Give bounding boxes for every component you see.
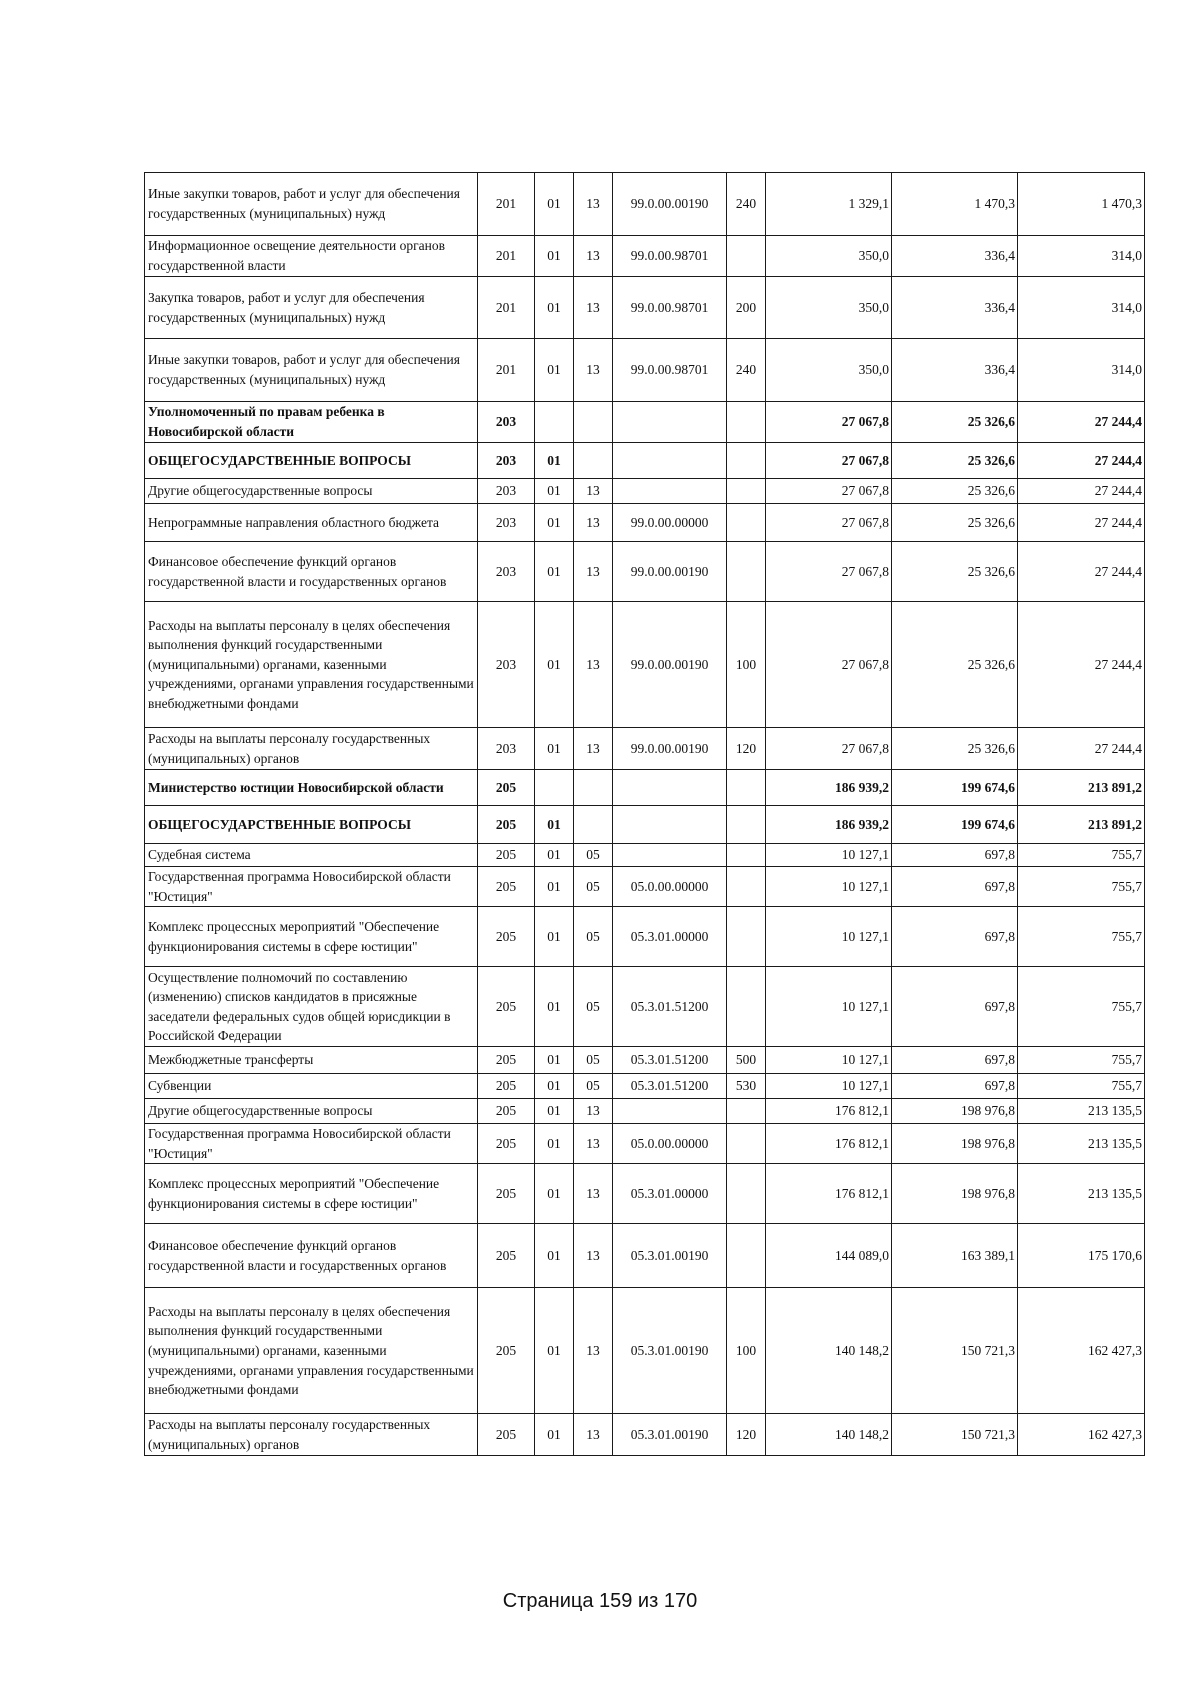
cell-grbs: 205 [478,1288,535,1414]
cell-vr [727,967,766,1047]
cell-csr [613,844,727,867]
cell-amount-year1: 10 127,1 [766,1047,892,1074]
table-row [145,728,1145,770]
cell-grbs: 205 [478,907,535,967]
cell-vr [727,867,766,907]
cell-amount-year2: 198 976,8 [892,1099,1018,1124]
cell-amount-year3: 213 891,2 [1018,806,1145,844]
table-row [145,967,1145,1047]
cell-amount-year2: 25 326,6 [892,504,1018,542]
cell-name: Комплекс процессных мероприятий "Обеспечение функционирования системы в сфере юстиции" [145,907,478,967]
cell-amount-year1: 144 089,0 [766,1224,892,1288]
cell-name: Другие общегосударственные вопросы [145,479,478,504]
cell-amount-year1: 350,0 [766,236,892,277]
table-row [145,1124,1145,1164]
cell-pr: 13 [574,1288,613,1414]
cell-csr: 99.0.00.00190 [613,173,727,236]
cell-grbs: 205 [478,967,535,1047]
cell-amount-year2: 25 326,6 [892,542,1018,602]
cell-pr: 05 [574,967,613,1047]
cell-amount-year2: 697,8 [892,907,1018,967]
cell-amount-year1: 10 127,1 [766,867,892,907]
cell-csr: 05.3.01.51200 [613,1047,727,1074]
cell-grbs: 203 [478,504,535,542]
cell-vr [727,1124,766,1164]
cell-grbs: 201 [478,173,535,236]
cell-grbs: 205 [478,1099,535,1124]
cell-name: Министерство юстиции Новосибирской области [145,770,478,806]
cell-csr: 05.3.01.00000 [613,907,727,967]
cell-amount-year2: 198 976,8 [892,1124,1018,1164]
cell-amount-year3: 213 891,2 [1018,770,1145,806]
cell-vr: 500 [727,1047,766,1074]
cell-vr [727,443,766,479]
cell-pr: 13 [574,277,613,339]
cell-csr: 05.3.01.00190 [613,1288,727,1414]
cell-rz: 01 [535,844,574,867]
cell-amount-year2: 697,8 [892,967,1018,1047]
cell-csr [613,806,727,844]
cell-amount-year2: 25 326,6 [892,479,1018,504]
cell-csr: 05.3.01.51200 [613,1074,727,1099]
cell-rz: 01 [535,1099,574,1124]
cell-amount-year2: 163 389,1 [892,1224,1018,1288]
cell-pr: 13 [574,339,613,402]
table-row [145,867,1145,907]
cell-name: Финансовое обеспечение функций органов государственной власти и государственных органов [145,542,478,602]
cell-csr [613,402,727,443]
cell-amount-year1: 1 329,1 [766,173,892,236]
cell-pr [574,806,613,844]
cell-rz: 01 [535,1224,574,1288]
cell-amount-year3: 755,7 [1018,907,1145,967]
cell-grbs: 205 [478,844,535,867]
cell-rz: 01 [535,443,574,479]
cell-name: Судебная система [145,844,478,867]
cell-pr: 13 [574,602,613,728]
cell-amount-year1: 10 127,1 [766,844,892,867]
table-row [145,1047,1145,1074]
cell-rz [535,402,574,443]
table-row [145,844,1145,867]
cell-amount-year2: 697,8 [892,867,1018,907]
cell-rz: 01 [535,479,574,504]
cell-grbs: 205 [478,1124,535,1164]
cell-vr: 240 [727,173,766,236]
table-row [145,1414,1145,1456]
cell-amount-year3: 314,0 [1018,277,1145,339]
table-row [145,907,1145,967]
cell-rz: 01 [535,728,574,770]
cell-name: Государственная программа Новосибирской области "Юстиция" [145,1124,478,1164]
cell-amount-year1: 176 812,1 [766,1099,892,1124]
cell-pr: 13 [574,236,613,277]
cell-amount-year1: 10 127,1 [766,1074,892,1099]
cell-amount-year3: 162 427,3 [1018,1414,1145,1456]
cell-amount-year1: 176 812,1 [766,1164,892,1224]
cell-csr: 05.0.00.00000 [613,1124,727,1164]
cell-csr: 99.0.00.00190 [613,728,727,770]
table-row [145,443,1145,479]
table-row [145,277,1145,339]
cell-csr: 05.3.01.00190 [613,1224,727,1288]
cell-grbs: 201 [478,339,535,402]
cell-pr: 13 [574,728,613,770]
table-row [145,1099,1145,1124]
cell-rz: 01 [535,339,574,402]
cell-pr: 13 [574,1124,613,1164]
cell-amount-year3: 213 135,5 [1018,1099,1145,1124]
cell-amount-year1: 27 067,8 [766,728,892,770]
cell-amount-year1: 27 067,8 [766,479,892,504]
cell-grbs: 203 [478,728,535,770]
cell-amount-year2: 697,8 [892,1047,1018,1074]
cell-amount-year1: 186 939,2 [766,806,892,844]
cell-name: Субвенции [145,1074,478,1099]
cell-name: Расходы на выплаты персоналу государственных (муниципальных) органов [145,728,478,770]
cell-vr [727,542,766,602]
cell-rz: 01 [535,806,574,844]
cell-grbs: 205 [478,867,535,907]
cell-amount-year3: 162 427,3 [1018,1288,1145,1414]
cell-vr: 120 [727,1414,766,1456]
cell-rz: 01 [535,1414,574,1456]
cell-vr [727,1164,766,1224]
cell-pr: 13 [574,1164,613,1224]
cell-pr [574,770,613,806]
cell-csr [613,770,727,806]
table-row [145,806,1145,844]
cell-vr: 530 [727,1074,766,1099]
table-row [145,1224,1145,1288]
cell-pr [574,402,613,443]
cell-csr: 99.0.00.98701 [613,339,727,402]
cell-name: Информационное освещение деятельности органов государственной власти [145,236,478,277]
cell-vr [727,402,766,443]
cell-amount-year1: 140 148,2 [766,1288,892,1414]
cell-vr: 100 [727,1288,766,1414]
cell-name: Иные закупки товаров, работ и услуг для обеспечения государственных (муниципальных) нужд [145,339,478,402]
cell-rz [535,770,574,806]
cell-rz: 01 [535,1047,574,1074]
cell-name: Расходы на выплаты персоналу в целях обеспечения выполнения функций государственными (муниципальными) органами, казенными учреждениями, органами управления государственными внебюджетными фондами [145,1288,478,1414]
cell-pr: 13 [574,479,613,504]
cell-grbs: 201 [478,236,535,277]
cell-pr: 13 [574,542,613,602]
cell-rz: 01 [535,1288,574,1414]
cell-vr [727,844,766,867]
table-row [145,1164,1145,1224]
cell-rz: 01 [535,542,574,602]
cell-amount-year1: 27 067,8 [766,504,892,542]
cell-pr: 13 [574,504,613,542]
cell-amount-year3: 27 244,4 [1018,602,1145,728]
cell-name: Осуществление полномочий по составлению (изменению) списков кандидатов в присяжные заседатели федеральных судов общей юрисдикции в Российской Федерации [145,967,478,1047]
cell-amount-year1: 10 127,1 [766,907,892,967]
cell-pr: 05 [574,844,613,867]
cell-amount-year2: 25 326,6 [892,443,1018,479]
cell-pr: 05 [574,907,613,967]
cell-pr: 13 [574,1224,613,1288]
cell-grbs: 205 [478,1047,535,1074]
table-row [145,602,1145,728]
cell-amount-year1: 27 067,8 [766,443,892,479]
cell-name: Непрограммные направления областного бюджета [145,504,478,542]
cell-vr: 100 [727,602,766,728]
cell-vr [727,1099,766,1124]
cell-rz: 01 [535,236,574,277]
cell-amount-year1: 27 067,8 [766,402,892,443]
table-row [145,770,1145,806]
cell-csr: 99.0.00.00000 [613,504,727,542]
cell-amount-year3: 213 135,5 [1018,1124,1145,1164]
cell-csr [613,443,727,479]
cell-grbs: 205 [478,1224,535,1288]
cell-pr: 05 [574,1047,613,1074]
cell-amount-year3: 213 135,5 [1018,1164,1145,1224]
cell-rz: 01 [535,277,574,339]
table-row [145,236,1145,277]
cell-grbs: 205 [478,1164,535,1224]
cell-amount-year2: 336,4 [892,339,1018,402]
budget-table [144,172,1145,1456]
cell-amount-year3: 1 470,3 [1018,173,1145,236]
cell-rz: 01 [535,907,574,967]
cell-grbs: 203 [478,479,535,504]
cell-amount-year2: 25 326,6 [892,602,1018,728]
table-row [145,479,1145,504]
cell-vr [727,236,766,277]
cell-amount-year2: 336,4 [892,236,1018,277]
cell-amount-year2: 150 721,3 [892,1288,1018,1414]
cell-rz: 01 [535,867,574,907]
cell-name: Закупка товаров, работ и услуг для обеспечения государственных (муниципальных) нужд [145,277,478,339]
cell-csr: 05.0.00.00000 [613,867,727,907]
cell-amount-year1: 350,0 [766,277,892,339]
cell-amount-year2: 150 721,3 [892,1414,1018,1456]
cell-name: Уполномоченный по правам ребенка в Новосибирской области [145,402,478,443]
cell-pr: 13 [574,173,613,236]
cell-grbs: 203 [478,602,535,728]
cell-name: Межбюджетные трансферты [145,1047,478,1074]
table-row [145,173,1145,236]
cell-csr [613,1099,727,1124]
cell-grbs: 201 [478,277,535,339]
table-row [145,1288,1145,1414]
cell-grbs: 205 [478,1074,535,1099]
cell-rz: 01 [535,173,574,236]
cell-grbs: 205 [478,806,535,844]
cell-grbs: 205 [478,770,535,806]
table-body [145,173,1145,1456]
cell-name: Иные закупки товаров, работ и услуг для обеспечения государственных (муниципальных) нужд [145,173,478,236]
cell-amount-year1: 176 812,1 [766,1124,892,1164]
cell-amount-year1: 27 067,8 [766,602,892,728]
cell-amount-year2: 697,8 [892,1074,1018,1099]
cell-amount-year3: 175 170,6 [1018,1224,1145,1288]
cell-csr: 99.0.00.00190 [613,602,727,728]
table-row [145,339,1145,402]
cell-pr: 05 [574,1074,613,1099]
cell-name: ОБЩЕГОСУДАРСТВЕННЫЕ ВОПРОСЫ [145,806,478,844]
cell-rz: 01 [535,1124,574,1164]
cell-amount-year2: 25 326,6 [892,402,1018,443]
cell-amount-year2: 697,8 [892,844,1018,867]
table-row [145,542,1145,602]
cell-amount-year1: 186 939,2 [766,770,892,806]
cell-csr: 05.3.01.00190 [613,1414,727,1456]
table-row [145,504,1145,542]
cell-vr [727,504,766,542]
cell-amount-year2: 198 976,8 [892,1164,1018,1224]
cell-rz: 01 [535,504,574,542]
cell-pr: 05 [574,867,613,907]
cell-amount-year3: 27 244,4 [1018,728,1145,770]
cell-amount-year2: 199 674,6 [892,770,1018,806]
cell-vr [727,770,766,806]
cell-amount-year3: 27 244,4 [1018,479,1145,504]
cell-vr: 120 [727,728,766,770]
cell-amount-year3: 27 244,4 [1018,443,1145,479]
cell-name: ОБЩЕГОСУДАРСТВЕННЫЕ ВОПРОСЫ [145,443,478,479]
cell-csr [613,479,727,504]
cell-rz: 01 [535,967,574,1047]
cell-vr: 200 [727,277,766,339]
cell-amount-year1: 350,0 [766,339,892,402]
cell-amount-year3: 27 244,4 [1018,542,1145,602]
page-number: Страница 159 из 170 [502,1590,698,1612]
cell-name: Другие общегосударственные вопросы [145,1099,478,1124]
cell-csr: 05.3.01.00000 [613,1164,727,1224]
cell-amount-year3: 755,7 [1018,1074,1145,1099]
cell-csr: 99.0.00.98701 [613,236,727,277]
cell-name: Комплекс процессных мероприятий "Обеспечение функционирования системы в сфере юстиции" [145,1164,478,1224]
cell-pr [574,443,613,479]
cell-amount-year2: 199 674,6 [892,806,1018,844]
cell-amount-year3: 755,7 [1018,867,1145,907]
cell-amount-year2: 336,4 [892,277,1018,339]
cell-rz: 01 [535,1164,574,1224]
cell-vr: 240 [727,339,766,402]
cell-amount-year1: 10 127,1 [766,967,892,1047]
cell-csr: 05.3.01.51200 [613,967,727,1047]
cell-vr [727,907,766,967]
cell-amount-year3: 755,7 [1018,967,1145,1047]
cell-csr: 99.0.00.98701 [613,277,727,339]
cell-name: Государственная программа Новосибирской области "Юстиция" [145,867,478,907]
cell-grbs: 203 [478,402,535,443]
cell-name: Расходы на выплаты персоналу в целях обеспечения выполнения функций государственными (муниципальными) органами, казенными учреждениями, органами управления государственными внебюджетными фондами [145,602,478,728]
table-row [145,402,1145,443]
cell-amount-year3: 27 244,4 [1018,402,1145,443]
cell-grbs: 205 [478,1414,535,1456]
cell-pr: 13 [574,1099,613,1124]
cell-vr [727,479,766,504]
cell-amount-year3: 755,7 [1018,844,1145,867]
cell-name: Финансовое обеспечение функций органов государственной власти и государственных органов [145,1224,478,1288]
cell-grbs: 203 [478,443,535,479]
cell-rz: 01 [535,602,574,728]
cell-pr: 13 [574,1414,613,1456]
table-row [145,1074,1145,1099]
cell-grbs: 203 [478,542,535,602]
cell-amount-year2: 25 326,6 [892,728,1018,770]
cell-csr: 99.0.00.00190 [613,542,727,602]
cell-amount-year3: 314,0 [1018,236,1145,277]
cell-rz: 01 [535,1074,574,1099]
cell-name: Расходы на выплаты персоналу государственных (муниципальных) органов [145,1414,478,1456]
cell-amount-year2: 1 470,3 [892,173,1018,236]
cell-amount-year3: 755,7 [1018,1047,1145,1074]
cell-amount-year1: 27 067,8 [766,542,892,602]
cell-amount-year3: 314,0 [1018,339,1145,402]
cell-vr [727,806,766,844]
cell-vr [727,1224,766,1288]
cell-amount-year3: 27 244,4 [1018,504,1145,542]
cell-amount-year1: 140 148,2 [766,1414,892,1456]
